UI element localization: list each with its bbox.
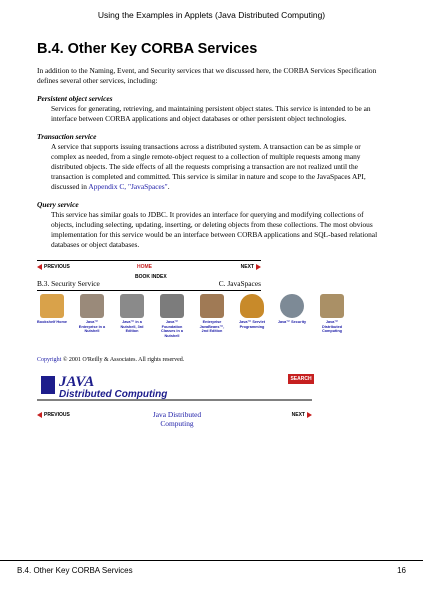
next-label: NEXT bbox=[240, 264, 254, 270]
bottom-next-label: NEXT bbox=[291, 412, 305, 418]
next-arrow-icon bbox=[307, 412, 312, 418]
teapot-icon bbox=[240, 294, 264, 318]
book-java-nutshell[interactable] bbox=[117, 294, 147, 334]
search-button[interactable]: SEARCH bbox=[288, 374, 314, 384]
bottom-next-button[interactable] bbox=[292, 412, 312, 418]
previous-button[interactable] bbox=[37, 264, 70, 270]
book-servlet[interactable] bbox=[237, 294, 267, 329]
home-button[interactable]: HOME bbox=[137, 264, 152, 270]
previous-arrow-icon bbox=[37, 412, 42, 418]
book-title: Bookshelf Home bbox=[37, 320, 67, 324]
cat-icon bbox=[160, 294, 184, 318]
def-query: This service has similar goals to JDBC. It provides an interface for querying and modifying collections of objects, including selecting, updating, inserting, or deleting objects from these collections. The most obvious implementation for this service would be an interface between CORBA applications and SQL-based relational databases or object databases. bbox=[51, 210, 378, 249]
nav-top-rule bbox=[37, 260, 261, 261]
java-cup-icon bbox=[41, 376, 55, 394]
bird-icon bbox=[200, 294, 224, 318]
book-title: Java™ Foundation Classes in a Nutshell bbox=[161, 320, 183, 338]
bookshelf-row bbox=[37, 294, 362, 350]
section-crumbs bbox=[37, 279, 261, 289]
page-title: B.4. Other Key CORBA Services bbox=[37, 41, 258, 57]
book-security[interactable] bbox=[277, 294, 307, 325]
term-persistent: Persistent object services bbox=[37, 94, 113, 103]
term-transaction: Transaction service bbox=[37, 132, 97, 141]
book-bookshelf-home[interactable] bbox=[37, 294, 67, 325]
running-header: Using the Examples in Applets (Java Distributed Computing) bbox=[97, 10, 326, 20]
bottom-nav bbox=[37, 410, 312, 436]
def-persistent: Services for generating, retrieving, and maintaining persistent object states. This service is intended to be an interface between CORBA applications and object databases or other persistent object technologies. bbox=[51, 104, 371, 123]
def-transaction-end: . bbox=[167, 182, 170, 191]
intro-paragraph: In addition to the Naming, Event, and Security services that we discussed here, the CORBA Services Specification defines several other services, including: bbox=[37, 66, 377, 85]
next-section-link[interactable]: C. JavaSpaces bbox=[218, 279, 261, 288]
def-transaction bbox=[37, 142, 382, 192]
tiger-icon bbox=[120, 294, 144, 318]
bottom-previous-label: PREVIOUS bbox=[44, 412, 70, 418]
book-distributed[interactable] bbox=[317, 294, 347, 334]
book-index-button[interactable]: BOOK INDEX bbox=[135, 274, 167, 280]
banner-java: JAVA bbox=[59, 374, 95, 390]
previous-label: PREVIOUS bbox=[44, 264, 70, 270]
book-title: Java™ in a Nutshell, 3rd Edition bbox=[120, 320, 144, 334]
previous-arrow-icon bbox=[37, 264, 42, 270]
copyright-line bbox=[37, 357, 184, 363]
def-transaction-text: A service that supports issuing transactions across a distributed system. A transaction can be as simple or complex as needed, from a single remote-object request to a collection of multiple requests among many distributed objects. The side effects of all the requests comprising a transaction are not realized until the transaction is completed and committed. This service is similar in nature and scope to the JavaSpaces API, discussed in bbox=[51, 142, 366, 191]
book-ejb[interactable] bbox=[197, 294, 227, 334]
body-text bbox=[37, 66, 382, 250]
prev-section-link[interactable]: B.3. Security Service bbox=[37, 279, 100, 288]
appendix-c-link[interactable]: Appendix C, "JavaSpaces" bbox=[88, 182, 168, 191]
book-title: Java™ Distributed Computing bbox=[321, 320, 343, 334]
book-enterprise-nutshell[interactable] bbox=[77, 294, 107, 334]
crab-icon bbox=[80, 294, 104, 318]
snail-icon bbox=[280, 294, 304, 318]
book-jfc-nutshell[interactable] bbox=[157, 294, 187, 338]
bottom-previous-button[interactable] bbox=[37, 412, 70, 418]
footer-section-title: B.4. Other Key CORBA Services bbox=[17, 566, 133, 575]
book-title: Java™ Enterprise in a Nutshell bbox=[78, 320, 106, 334]
java-enterprise-logo bbox=[40, 294, 64, 318]
bottom-home-link[interactable]: Java Distributed Computing bbox=[152, 410, 202, 428]
page-footer bbox=[0, 560, 423, 577]
next-arrow-icon bbox=[256, 264, 261, 270]
page-number: 16 bbox=[397, 566, 406, 575]
java-distributed-computing-banner bbox=[37, 370, 312, 402]
book-title: Enterprise JavaBeans™, 2nd Edition bbox=[199, 320, 225, 334]
mollusc-icon bbox=[320, 294, 344, 318]
banner-subtitle: Distributed Computing bbox=[59, 389, 168, 400]
book-title: Java™ Servlet Programming bbox=[239, 320, 265, 329]
next-button[interactable] bbox=[241, 264, 261, 270]
copyright-link[interactable]: Copyright bbox=[37, 357, 62, 363]
copyright-text: © 2001 O'Reilly & Associates. All rights reserved. bbox=[61, 357, 185, 363]
nav-bottom-rule bbox=[37, 290, 261, 291]
term-query: Query service bbox=[37, 200, 79, 209]
book-title: Java™ Security bbox=[277, 320, 307, 324]
